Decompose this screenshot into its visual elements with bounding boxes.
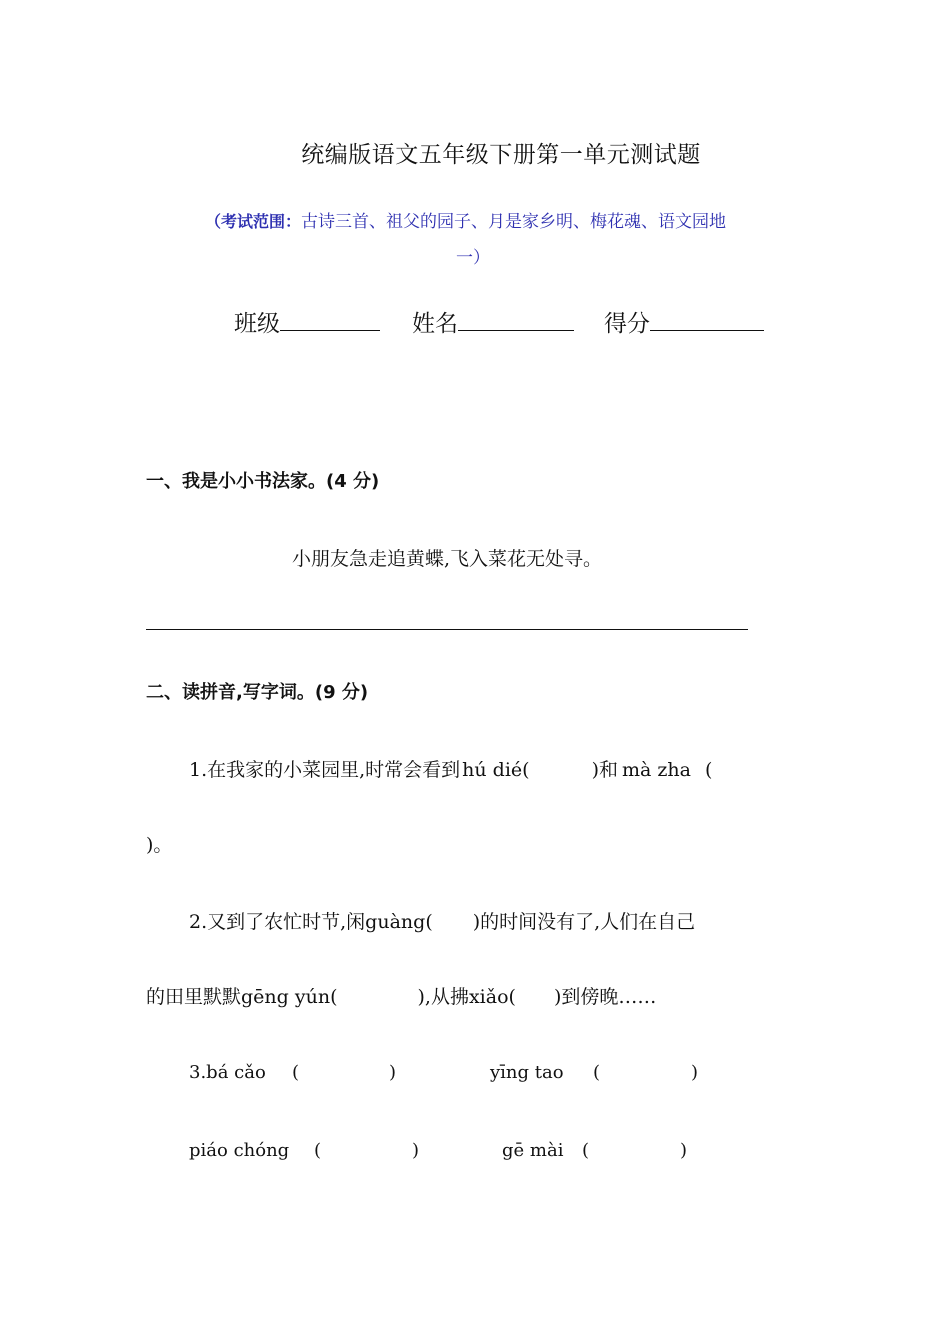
q2-open-a: ( <box>425 911 433 933</box>
exam-scope-line1 <box>205 207 726 232</box>
q3-item-2 <box>490 1062 564 1083</box>
q3-item-4-open: ( <box>582 1140 590 1161</box>
question-2 <box>189 907 695 934</box>
q3-item-1 <box>189 1062 266 1083</box>
q2-open-b: ( <box>330 986 338 1008</box>
q3-item-2-pinyin: yīng tao <box>490 1062 564 1083</box>
q2-line2-prefix: 的田里默默 <box>146 986 242 1008</box>
q3-item-4-answer[interactable] <box>593 1140 675 1164</box>
q3-item-3-answer[interactable] <box>325 1140 407 1164</box>
q3-item-4-pinyin: gē mài <box>502 1140 564 1161</box>
q3-item-1-pinyin: 3.bá cǎo <box>189 1062 266 1083</box>
q3-item-4-close: ) <box>680 1140 688 1161</box>
q3-item-1-open: ( <box>292 1062 300 1083</box>
class-field <box>234 305 380 338</box>
q2-pinyin-c: xiǎo <box>468 986 509 1008</box>
name-blank[interactable] <box>458 305 574 331</box>
name-label: 姓名 <box>412 311 458 337</box>
class-blank[interactable] <box>280 305 380 331</box>
q2-open-c: ( <box>508 986 516 1008</box>
q2-prefix: 2.又到了农忙时节,闲 <box>189 911 366 933</box>
score-field <box>604 305 764 338</box>
q3-item-1-close: ) <box>389 1062 397 1083</box>
score-label: 得分 <box>604 311 650 337</box>
class-label: 班级 <box>234 311 280 337</box>
writing-line[interactable] <box>146 629 748 630</box>
q2-close-a: )的时间没有了,人们在自己 <box>472 911 696 933</box>
q2-pinyin-a: guàng <box>365 911 426 933</box>
q1-open-b: ( <box>704 759 713 781</box>
q1-pinyin-a: hú dié <box>462 759 523 781</box>
q3-item-3-close: ) <box>412 1140 420 1161</box>
q3-item-2-answer[interactable] <box>604 1062 686 1086</box>
q3-item-1-answer[interactable] <box>303 1062 385 1086</box>
q2-close-c: )到傍晚…… <box>553 986 657 1008</box>
question-1 <box>189 755 712 782</box>
q3-item-2-open: ( <box>593 1062 601 1083</box>
q1-open-a: ( <box>522 759 530 781</box>
calligraphy-sentence: 小朋友急走追黄蝶,飞入菜花无处寻。 <box>292 548 603 570</box>
q1-close-b: )。 <box>146 834 173 856</box>
section2-heading: 二、读拼音,写字词。(9 分) <box>146 682 369 703</box>
question-2-continued <box>146 982 656 1009</box>
q3-item-4 <box>502 1140 563 1161</box>
q3-item-3 <box>189 1140 289 1161</box>
q3-item-3-open: ( <box>314 1140 322 1161</box>
q1-close-a: )和 <box>591 759 619 781</box>
exam-scope-line2: 一） <box>456 248 490 268</box>
q1-prefix: 1.在我家的小菜园里,时常会看到 <box>189 759 461 781</box>
q3-item-2-close: ) <box>691 1062 699 1083</box>
q1-pinyin-b: mà zha <box>622 759 691 781</box>
q3-item-3-pinyin: piáo chóng <box>189 1140 290 1161</box>
q2-pinyin-b: gēng yún <box>241 986 331 1008</box>
page-title: 统编版语文五年级下册第一单元测试题 <box>301 142 701 168</box>
exam-scope-text: 古诗三首、祖父的园子、月是家乡明、梅花魂、语文园地 <box>301 212 727 232</box>
question-1-continued <box>146 830 172 857</box>
q2-close-b: ),从拂 <box>417 986 469 1008</box>
exam-scope-label: （考试范围： <box>205 212 302 231</box>
score-blank[interactable] <box>650 305 764 331</box>
section1-heading: 一、我是小小书法家。(4 分) <box>146 471 380 492</box>
name-field <box>412 305 574 338</box>
